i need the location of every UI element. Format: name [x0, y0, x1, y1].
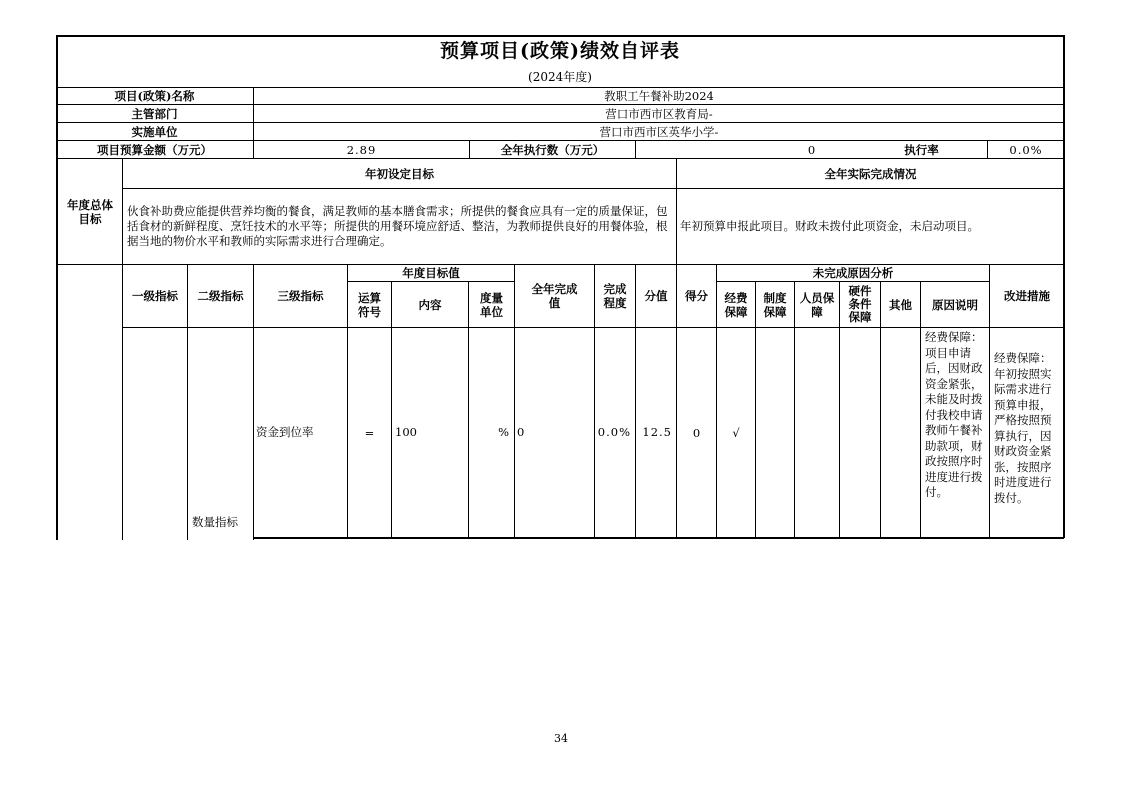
- header-reason-staff: 人员保障: [799, 290, 835, 319]
- header-reason-funding: 经费保障: [724, 290, 748, 319]
- project-name-label: 项目(政策)名称: [114, 89, 195, 103]
- header-completed: 全年完成值: [531, 282, 578, 310]
- actual-completion-text: 年初预算申报此项目。财政未拨付此项资金，未启动项目。: [680, 219, 979, 233]
- header-unit: 度量单位: [480, 290, 503, 319]
- row-improve: 经费保障：年初按照实际需求进行预算申报，严格按照预算执行，因财政资金紧张，按照序时进度进行拨付。: [994, 351, 1052, 505]
- page-title: 预算项目(政策)绩效自评表: [440, 40, 680, 62]
- initial-goal-header: 年初设定目标: [365, 166, 434, 181]
- year-subtitle: (2024年度): [528, 69, 592, 84]
- unit-label: 实施单位: [131, 124, 178, 139]
- header-level1: 一级指标: [132, 289, 178, 303]
- header-reason-system: 制度保障: [763, 290, 787, 319]
- actual-completion-header: 全年实际完成情况: [824, 166, 917, 181]
- header-reason-other: 其他: [889, 297, 912, 312]
- row-content: 100: [395, 425, 417, 439]
- header-score: 得分: [685, 289, 708, 303]
- header-operator: 运算符号: [358, 290, 381, 319]
- page-number: 34: [554, 732, 568, 745]
- header-improve: 改进措施: [1004, 289, 1050, 303]
- header-level2: 二级指标: [197, 289, 244, 303]
- row-level2: 数量指标: [192, 515, 238, 529]
- evaluation-table: [56, 35, 1064, 540]
- budget-value: 2.89: [346, 142, 377, 157]
- header-reason-explain: 原因说明: [932, 297, 978, 312]
- row-degree: 0.0%: [597, 425, 631, 439]
- row-funding-mark: √: [732, 426, 740, 440]
- dept-label: 主管部门: [131, 106, 178, 121]
- budget-label: 项目预算金额（万元）: [97, 142, 212, 157]
- rate-value: 0.0%: [1009, 142, 1043, 157]
- row-level3: 资金到位率: [256, 425, 314, 439]
- header-reason-hardware: 硬件条件保障: [848, 284, 872, 324]
- exec-value: 0: [807, 142, 816, 157]
- row-completed: 0: [517, 425, 525, 439]
- header-target-group: 年度目标值: [402, 266, 460, 280]
- initial-goal-text: 伙食补助费应能提供营养均衡的餐食，满足教师的基本膳食需求；所提供的餐食应具有一定的质量保证，包括食材的新鲜程度、烹饪技术的水平等；所提供的用餐环境应舒适、整洁，为教师提供良好的用餐体验，根据当地的物价水平和教师的实际需求进行合理确定。: [127, 204, 668, 248]
- row-reason-explain: 经费保障：项目申请后，因财政资金紧张，未能及时拨付我校申请教师午餐补助款项，财政按照序时进度进行拨付。: [925, 330, 983, 499]
- row-score-value: 12.5: [642, 425, 672, 439]
- header-level3: 三级指标: [277, 289, 324, 303]
- dept-value: 营口市西市区教育局-: [605, 106, 713, 121]
- header-reason-group: 未完成原因分析: [812, 266, 894, 280]
- row-operator: =: [364, 426, 375, 440]
- header-degree: 完成程度: [603, 282, 627, 310]
- row-score: 0: [692, 426, 701, 440]
- project-name-value: 教职工午餐补助2024: [604, 89, 714, 103]
- rate-label: 执行率: [904, 142, 939, 157]
- header-score-value: 分值: [644, 289, 668, 303]
- exec-label: 全年执行数（万元）: [500, 142, 605, 157]
- annual-goal-label: 年度总体目标: [67, 197, 113, 226]
- header-content: 内容: [418, 297, 442, 312]
- row-unit: %: [498, 425, 509, 439]
- unit-value: 营口市西市区英华小学-: [599, 124, 719, 139]
